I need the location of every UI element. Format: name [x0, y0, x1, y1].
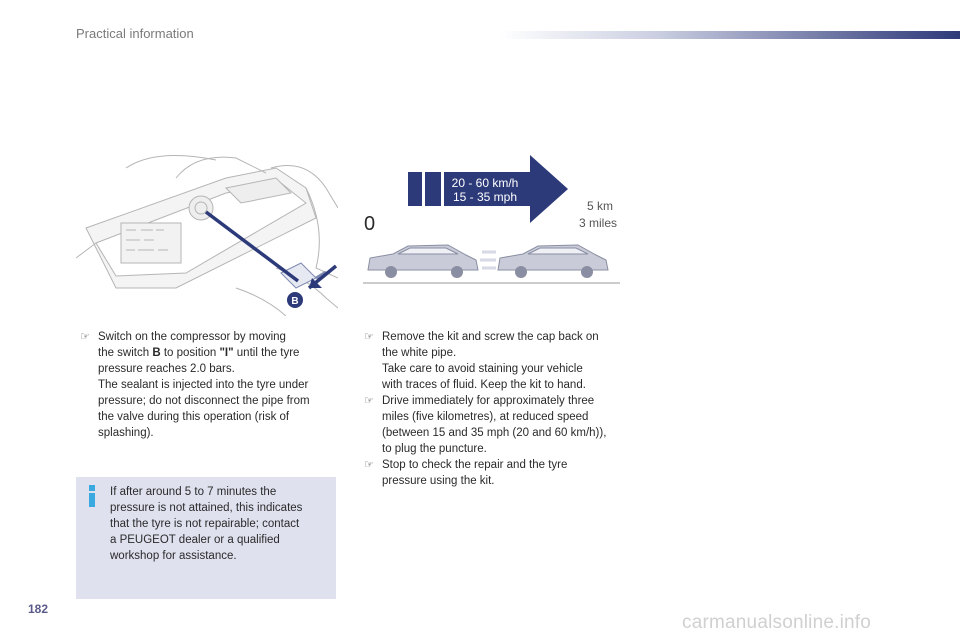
compressor-instructions: [78, 329, 336, 441]
after-inflation-instructions: [362, 329, 624, 489]
text-line: pressure using the kit.: [382, 475, 495, 487]
text-line: to position: [160, 347, 220, 359]
text-line: Switch on the compressor by moving: [98, 331, 286, 343]
switch-position: "I": [219, 347, 234, 359]
text-line: If after around 5 to 7 minutes the: [110, 486, 277, 498]
start-distance-label: 0: [364, 213, 376, 235]
text-line: Take care to avoid staining your vehicle: [382, 363, 583, 375]
text-line: Stop to check the repair and the tyre: [382, 459, 568, 471]
text-line: (between 15 and 35 mph (20 and 60 km/h)),: [382, 427, 607, 439]
info-note-box: [76, 477, 336, 599]
car-icon: [368, 245, 478, 278]
speed-mph-label: 15 - 35 mph: [452, 190, 518, 204]
text-line: pressure reaches 2.0 bars.: [98, 363, 235, 375]
watermark: carmanualsonline.info: [682, 612, 872, 633]
pointing-hand-icon: ☞: [364, 395, 374, 407]
text-line: pressure; do not disconnect the pipe from: [98, 395, 310, 407]
text-line: the switch: [98, 347, 153, 359]
text-line: to plug the puncture.: [382, 443, 487, 455]
pointing-hand-icon: ☞: [80, 331, 90, 343]
text-line: The sealant is injected into the tyre under: [98, 379, 309, 391]
page-number: 182: [28, 602, 49, 616]
switch-b-label: B: [291, 296, 299, 307]
text-line: until the tyre: [233, 347, 300, 359]
distance-km-label: 5 km: [586, 199, 614, 213]
info-icon: [86, 485, 98, 507]
list-item: [362, 457, 624, 489]
text-line: with traces of fluid. Keep the kit to hand.: [382, 379, 586, 391]
switch-name: B: [152, 347, 161, 359]
header-decorative-bar: [500, 31, 960, 39]
info-note-text: [110, 484, 332, 564]
compressor-kit-illustration: [76, 148, 338, 316]
section-title: Practical information: [76, 26, 194, 41]
text-line: Remove the kit and screw the cap back on: [382, 331, 599, 343]
text-line: pressure is not attained, this indicates: [110, 502, 303, 514]
text-line: the white pipe.: [382, 347, 457, 359]
pointing-hand-icon: ☞: [364, 459, 374, 471]
drive-distance-illustration: [358, 150, 624, 300]
speed-kmh-label: 20 - 60 km/h: [451, 176, 519, 190]
text-line: miles (five kilometres), at reduced speed: [382, 411, 589, 423]
car-icon: [498, 245, 608, 278]
list-item: [362, 393, 624, 457]
text-line: the valve during this operation (risk of: [98, 411, 290, 423]
distance-miles-label: 3 miles: [578, 216, 618, 230]
text-line: a PEUGEOT dealer or a qualified: [110, 534, 280, 546]
text-line: that the tyre is not repairable; contact: [110, 518, 300, 530]
text-line: workshop for assistance.: [110, 550, 237, 562]
text-line: Drive immediately for approximately three: [382, 395, 595, 407]
pointing-hand-icon: ☞: [364, 331, 374, 343]
text-line: splashing).: [98, 427, 154, 439]
list-item: [78, 329, 336, 441]
list-item: [362, 329, 624, 393]
